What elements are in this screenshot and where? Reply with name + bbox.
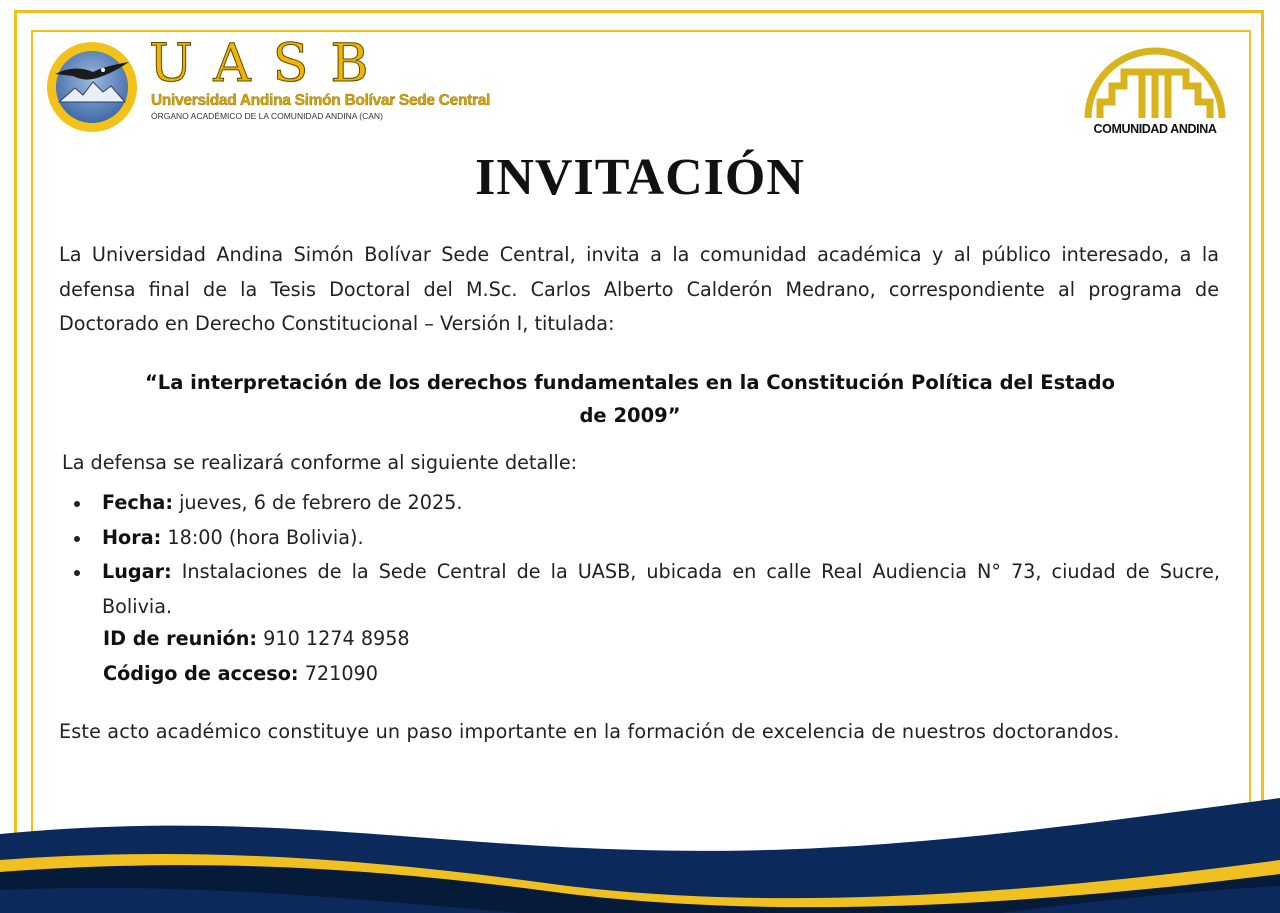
detail-value: jueves, 6 de febrero de 2025. [173, 491, 463, 514]
meeting-id-label: ID de reunión: [103, 627, 258, 650]
access-code [103, 657, 410, 692]
bullet-icon [74, 570, 80, 576]
detail-value: Instalaciones de la Sede Central de la UASB, ubicada en calle Real Audiencia N° 73, ciudad de Sucre, Bolivia. [102, 560, 1220, 618]
thesis-title: “La interpretación de los derechos fundamentales en la Constitución Política del Estado de 2009” [144, 371, 1116, 427]
detail-item-lugar [72, 555, 1220, 624]
bullet-icon [74, 536, 80, 542]
uasb-logo [45, 34, 505, 136]
access-code-label: Código de acceso: [103, 661, 299, 685]
closing-paragraph: Este acto académico constituye un paso importante en la formación de excelencia de nuestros doctorandos. [59, 720, 1120, 743]
uasb-subtitle: ÓRGANO ACADÉMICO DE LA COMUNIDAD ANDINA (CAN) [151, 111, 383, 121]
page-title: INVITACIÓN [475, 149, 805, 206]
detail-label: Hora: [102, 525, 162, 549]
detail-label: Lugar: [102, 560, 172, 583]
uasb-full-name: Universidad Andina Simón Bolívar Sede Central [151, 92, 491, 109]
intro-paragraph: La Universidad Andina Simón Bolívar Sede Central, invita a la comunidad académica y al público interesado, a la defensa final de la Tesis Doctoral del M.Sc. Carlos Alberto Calderón Medrano, correspondiente al programa de Doctorado en Derecho Constitucional – Versión I, titulada: [59, 243, 1219, 335]
comunidad-andina-label: COMUNIDAD ANDINA [1093, 122, 1217, 136]
access-code-value: 721090 [298, 661, 378, 685]
comunidad-andina-emblem-icon [1080, 42, 1230, 122]
decorative-waves [0, 790, 1280, 913]
details-list [72, 486, 1220, 624]
uasb-acronym: UASB [149, 34, 391, 94]
comunidad-andina-logo [1080, 42, 1230, 142]
detail-item-hora [72, 521, 1220, 556]
bullet-icon [74, 501, 80, 507]
detail-intro: La defensa se realizará conforme al siguiente detalle: [62, 451, 578, 474]
detail-value: 18:00 (hora Bolivia). [161, 525, 364, 549]
detail-item-fecha [72, 486, 1220, 521]
uasb-seal-icon [45, 40, 139, 134]
meeting-id-value: 910 1274 8958 [257, 627, 410, 650]
meeting-info [103, 622, 410, 691]
meeting-id [103, 622, 410, 657]
detail-label: Fecha: [102, 491, 173, 514]
